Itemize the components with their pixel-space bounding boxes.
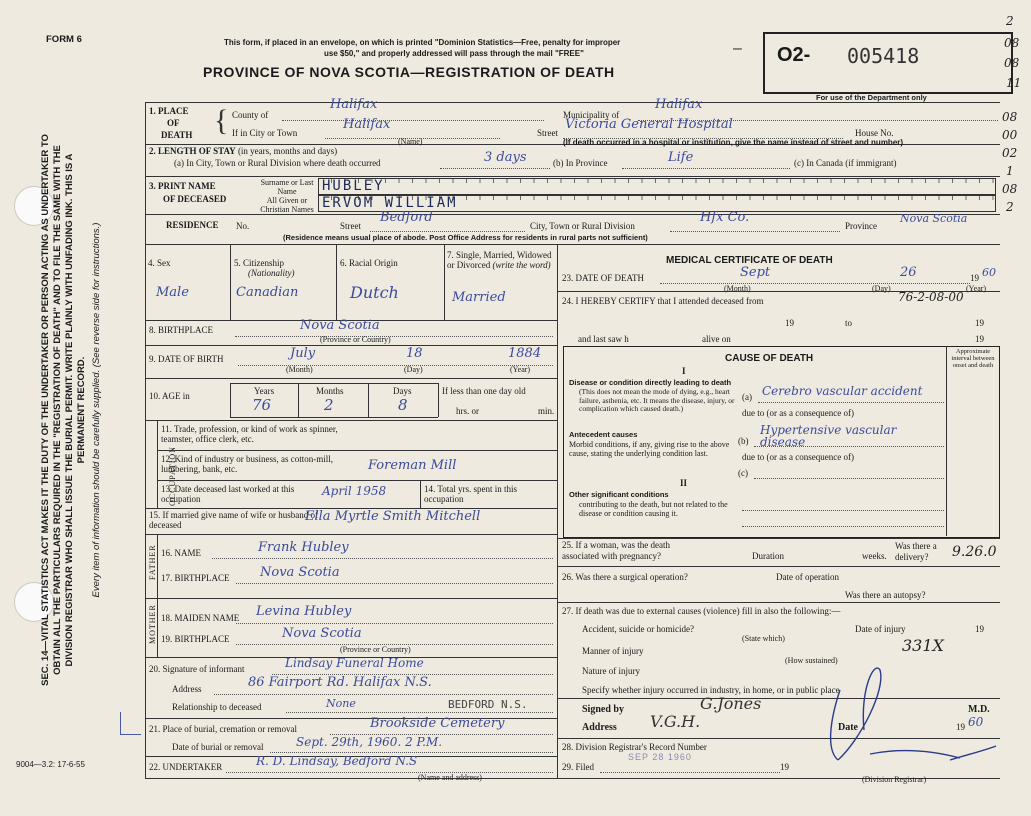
- rule: [145, 244, 1000, 245]
- direct-note: (This does not mean the mode of dying, e.g., heart failure, asthenia, etc. It means the disease, injury, or complication which caused death.): [579, 387, 735, 413]
- manner-label: Manner of injury: [582, 646, 644, 656]
- q26-label: 26. Was there a surgical operation?: [562, 572, 688, 582]
- dash-mark: –: [733, 40, 742, 57]
- rule: [230, 383, 438, 384]
- medical-heading: MEDICAL CERTIFICATE OF DEATH: [666, 255, 833, 266]
- rule: [145, 378, 557, 379]
- accident-label: Accident, suicide or homicide?: [582, 624, 694, 634]
- city-value: Halifax: [343, 117, 391, 132]
- surname-value: HUBLEY: [322, 178, 385, 194]
- sex-value: Male: [156, 285, 189, 300]
- rule: [557, 602, 1000, 603]
- q27-label: 27. If death was due to external causes (violence) fill in also the following:—: [562, 606, 841, 616]
- mother-name-label: 18. MAIDEN NAME: [161, 613, 240, 623]
- q13-label: 13. Date deceased last worked at this occupation: [161, 484, 295, 504]
- rule: [145, 534, 557, 535]
- duration-label: Duration: [752, 551, 784, 561]
- margin-code: 2: [1006, 200, 1014, 214]
- residence-province-label: Province: [845, 221, 877, 231]
- q24-code: 76-2-08-00: [898, 290, 964, 304]
- md-label: M.D.: [968, 704, 990, 715]
- field-line: [370, 231, 525, 232]
- rule: [157, 480, 557, 481]
- rule: [946, 346, 947, 536]
- rule: [145, 345, 557, 346]
- field-line: [286, 712, 553, 713]
- rule: [336, 244, 337, 320]
- father-bp-label: 17. BIRTHPLACE: [161, 573, 230, 583]
- rule: [557, 566, 1000, 567]
- residence-hint: (Residence means usual place of abode. Post Office Address for residents in rural parts not sufficient): [283, 233, 648, 242]
- field-line: [742, 526, 944, 527]
- rule: [420, 480, 421, 508]
- field-line: [226, 772, 553, 773]
- informant-rel-value: None: [326, 697, 356, 710]
- interval-hint: Approximate interval between onset and death: [951, 348, 995, 369]
- autopsy-label: Was there an autopsy?: [845, 590, 926, 600]
- name-hint: (Name): [398, 137, 423, 146]
- min-label: min.: [538, 406, 555, 416]
- how-hint: (How sustained): [785, 656, 838, 665]
- due-to-1: due to (or as a consequence of): [742, 408, 854, 418]
- residence-city-value: Hfx Co.: [700, 210, 750, 225]
- rule: [145, 102, 146, 778]
- dob-day: 18: [406, 346, 423, 361]
- death-day-hint: (Day): [872, 284, 891, 293]
- death-year: 60: [982, 266, 996, 279]
- q23-label: 23. DATE OF DEATH: [562, 273, 644, 283]
- rule: [145, 598, 557, 599]
- rule: [230, 383, 231, 417]
- citizenship-label: 5. Citizenship (Nationality): [234, 258, 295, 278]
- q24-year: 19: [785, 318, 794, 328]
- registrar-signature: [800, 650, 1000, 775]
- other-note: contributing to the death, but not related to the disease or condition causing it.: [579, 500, 728, 518]
- stay-a-value: 3 days: [484, 150, 527, 165]
- dob-month: July: [290, 346, 316, 361]
- marital-label: 7. Single, Married, Widowed or Divorced (write the word): [447, 250, 552, 270]
- mother-name-value: Levina Hubley: [256, 604, 352, 619]
- field-line: [670, 231, 840, 232]
- house-label: House No.: [855, 128, 894, 138]
- undertaker-hint: (Name and address): [418, 773, 482, 782]
- dob-year: 1884: [508, 346, 542, 361]
- q24-to: to: [845, 318, 853, 328]
- name-label: 3. PRINT NAME OF DECEASED: [149, 181, 227, 204]
- rule: [157, 534, 158, 598]
- spouse-value: Ella Myrtle Smith Mitchell: [305, 509, 481, 524]
- death-day: 26: [900, 265, 917, 280]
- q29-label: 29. Filed: [562, 762, 595, 772]
- last-saw-label: and last saw h: [578, 334, 629, 344]
- rule: [145, 214, 1000, 215]
- age-months: 2: [324, 396, 334, 414]
- mail-notice-1: This form, if placed in an envelope, on which is printed "Dominion Statistics—Free, penalty for improper: [224, 38, 621, 47]
- alive-on-label: alive on: [702, 334, 731, 344]
- sidebar-instructions: [40, 130, 145, 690]
- stay-b-value: Life: [668, 150, 694, 165]
- stay-label: 2. LENGTH OF STAY (in years, months and days): [149, 146, 338, 156]
- father-side-label: FATHER: [148, 544, 157, 580]
- part2-label: II: [680, 478, 688, 488]
- field-line: [236, 583, 553, 584]
- margin-code: 08: [1004, 36, 1020, 50]
- street-label: Street: [537, 128, 558, 138]
- field-line: [282, 120, 544, 121]
- margin-code: 11: [1006, 76, 1022, 90]
- stay-c-label: (c) In Canada (if immigrant): [794, 158, 897, 168]
- rule: [230, 417, 438, 418]
- city-label: If in City or Town: [232, 128, 298, 138]
- cause-b-marker: (b): [738, 436, 749, 446]
- specify-label: Specify whether injury occurred in industry, in home, or in public place: [582, 685, 840, 695]
- rule: [157, 598, 158, 657]
- street-value: Victoria General Hospital: [565, 117, 733, 132]
- margin-code: 08: [1004, 56, 1020, 70]
- address-label: Address: [582, 722, 617, 733]
- injury-date-label: Date of injury: [855, 624, 906, 634]
- nature-label: Nature of injury: [582, 666, 640, 676]
- death-year-hint: (Year): [966, 284, 987, 293]
- year-hint: (Year): [510, 365, 531, 374]
- signed-label: Signed by: [582, 704, 624, 715]
- rule: [157, 450, 557, 451]
- sidebar-note: Every item of information should be carefully supplied. (See reverse side for instructions.): [91, 222, 102, 598]
- cause-heading: CAUSE OF DEATH: [725, 353, 814, 364]
- injury-year: 19: [975, 624, 984, 634]
- occupation-side-label: OCCUPATION: [168, 446, 177, 506]
- residence-label: RESIDENCE: [166, 220, 219, 230]
- county-value: Halifax: [330, 97, 378, 112]
- cause-c-marker: (c): [738, 468, 748, 478]
- hrs-label: hrs. or: [456, 406, 479, 416]
- months-label: Months: [316, 386, 344, 396]
- less-day-label: If less than one day old: [442, 386, 526, 396]
- burial-place-value: Brookside Cemetery: [370, 716, 505, 731]
- field-line: [270, 752, 553, 753]
- residence-no-label: No.: [236, 221, 250, 231]
- filed-prefix: 19: [780, 762, 789, 772]
- dept-use: For use of the Department only: [816, 93, 927, 102]
- registrar-hint: (Division Registrar): [862, 775, 927, 784]
- field-line: [758, 402, 944, 403]
- rule: [444, 244, 445, 320]
- mother-bp-label: 19. BIRTHPLACE: [161, 634, 230, 644]
- rule: [230, 244, 231, 320]
- rule: [438, 383, 439, 417]
- q24-year2: 19: [975, 318, 984, 328]
- informant-addr-value: 86 Fairport Rd. Halifax N.S.: [248, 675, 432, 690]
- q12-value: Foreman Mill: [368, 458, 457, 473]
- age-years: 76: [252, 396, 272, 414]
- delivery-label: Was there a delivery?: [895, 541, 937, 562]
- citizenship-value: Canadian: [236, 285, 299, 300]
- mail-notice-2: use $50," and properly addressed will pass through the mail "FREE": [324, 49, 584, 58]
- marital-value: Married: [452, 290, 506, 305]
- birthplace-hint: (Province or Country): [320, 335, 391, 344]
- burial-place-label: 21. Place of burial, cremation or removal: [149, 724, 297, 734]
- margin-code: 00: [1002, 128, 1018, 142]
- date-year: 60: [968, 715, 984, 729]
- q24-label: 24. I HEREBY CERTIFY that I attended deceased from: [562, 296, 764, 306]
- date-prefix: 19: [956, 722, 965, 732]
- due-to-2: due to (or as a consequence of): [742, 452, 854, 462]
- age-label: 10. AGE in: [149, 391, 190, 401]
- residence-city-label: City, Town or Rural Division: [530, 221, 635, 231]
- cause-b-value: Hypertensive vascular disease: [760, 423, 897, 449]
- cause-a-value: Cerebro vascular accident: [762, 384, 923, 398]
- death-month-hint: (Month): [724, 284, 751, 293]
- q28-label: 28. Division Registrar's Record Number: [562, 742, 707, 752]
- death-year-prefix: 19: [970, 273, 979, 283]
- op-date-label: Date of operation: [776, 572, 839, 582]
- state-hint: (State which): [742, 634, 785, 643]
- address-value: V.G.H.: [650, 712, 701, 731]
- pen-mark: [120, 712, 141, 735]
- municipality-label: Municipality of: [563, 110, 620, 120]
- father-name-value: Frank Hubley: [258, 540, 349, 555]
- informant-addr-label: Address: [172, 684, 202, 694]
- other-label: Other significant conditions: [569, 490, 669, 499]
- birthplace-label: 8. BIRTHPLACE: [149, 325, 213, 335]
- field-line: [600, 772, 780, 773]
- received-stamp: SEP 28 1960: [628, 752, 692, 762]
- q14-label: 14. Total yrs. spent in this occupation: [424, 484, 517, 504]
- stay-b-label: (b) In Province: [553, 158, 608, 168]
- cause-a-marker: (a): [742, 392, 752, 402]
- surname-label: Surname or Last Name: [260, 178, 314, 196]
- date-label: Date: [838, 722, 858, 733]
- father-name-label: 16. NAME: [161, 548, 201, 558]
- direct-label: Disease or condition directly leading to death: [569, 378, 732, 387]
- given-label: All Given or Christian Names: [260, 196, 314, 214]
- rule: [145, 176, 1000, 177]
- registration-number-box: [763, 32, 1013, 94]
- informant-sig-value: Lindsay Funeral Home: [285, 656, 424, 670]
- age-days: 8: [398, 396, 408, 414]
- spouse-label: 15. If married give name of wife or husband of deceased: [149, 510, 318, 530]
- signature: G.Jones: [700, 694, 762, 713]
- informant-rel-label: Relationship to deceased: [172, 702, 262, 712]
- stay-a-label: (a) In City, Town or Rural Division where death occurred: [174, 158, 381, 168]
- alive-year: 19: [975, 334, 984, 344]
- mother-bp-value: Nova Scotia: [282, 626, 362, 641]
- undertaker-value: R. D. Lindsay, Bedford N.S: [256, 754, 418, 768]
- residence-street-label: Street: [340, 221, 361, 231]
- q27-code: 331X: [902, 636, 944, 655]
- q25-code: 9.26.0: [952, 544, 997, 560]
- dob-label: 9. DATE OF BIRTH: [149, 354, 224, 364]
- margin-code: 08: [1002, 110, 1018, 124]
- q25-label: 25. If a woman, was the death associated with pregnancy?: [562, 540, 670, 561]
- rule: [368, 383, 369, 417]
- ante-label: Antecedent causes: [569, 430, 638, 439]
- birthplace-value: Nova Scotia: [300, 318, 380, 333]
- years-label: Years: [254, 386, 275, 396]
- residence-province-value: Nova Scotia: [900, 212, 968, 225]
- racial-value: Dutch: [350, 283, 399, 302]
- q13-value: April 1958: [322, 484, 387, 498]
- burial-date-label: Date of burial or removal: [172, 742, 264, 752]
- informant-sig-label: 20. Signature of informant: [149, 664, 245, 674]
- field-line: [660, 283, 970, 284]
- rule: [145, 102, 1000, 103]
- margin-code: 08: [1002, 182, 1018, 196]
- mother-side-label: MOTHER: [148, 604, 157, 644]
- reg-number: 005418: [847, 44, 920, 68]
- racial-label: 6. Racial Origin: [340, 258, 398, 268]
- field-line: [754, 478, 944, 479]
- residence-street-value: Bedford: [380, 210, 433, 225]
- field-line: [235, 336, 553, 337]
- rule: [298, 383, 299, 417]
- field-line: [214, 694, 553, 695]
- day-hint: (Day): [404, 365, 423, 374]
- death-month: Sept: [740, 265, 771, 280]
- form-code: 9004—3.2: 17-6-55: [16, 760, 85, 769]
- place-label: 1. PLACE OF DEATH: [149, 106, 193, 140]
- county-label: County of: [232, 110, 269, 120]
- form-number: FORM 6: [46, 34, 82, 45]
- part1-label: I: [682, 366, 686, 376]
- municipality-value: Halifax: [655, 97, 703, 112]
- field-line: [440, 168, 550, 169]
- field-line: [212, 558, 553, 559]
- month-hint: (Month): [286, 365, 313, 374]
- father-bp-value: Nova Scotia: [260, 565, 340, 580]
- hospital-hint: (If death occurred in a hospital or institution, give the name instead of street and number): [563, 138, 904, 147]
- informant-rel-note: BEDFORD N.S.: [448, 698, 528, 711]
- given-value: ERVOM WILLIAM: [322, 195, 458, 211]
- ante-note: Morbid conditions, if any, giving rise to the above cause, stating the underlying condition last.: [569, 440, 730, 458]
- rule: [145, 420, 557, 421]
- q11-label: 11. Trade, profession, or kind of work as spinner, teamster, office clerk, etc.: [161, 424, 338, 444]
- burial-date-value: Sept. 29th, 1960. 2 P.M.: [296, 735, 443, 749]
- sex-label: 4. Sex: [148, 258, 171, 268]
- weeks-label: weeks.: [862, 551, 887, 561]
- q12-label: 12. Kind of industry or business, as cotton-mill, lumbering, bank, etc.: [161, 454, 333, 474]
- rule: [157, 420, 158, 508]
- brace: {: [214, 104, 229, 137]
- undertaker-label: 22. UNDERTAKER: [149, 762, 223, 772]
- days-label: Days: [393, 386, 412, 396]
- mother-bp-hint: (Province or Country): [340, 645, 411, 654]
- field-line: [236, 623, 553, 624]
- field-line: [742, 510, 944, 511]
- rule: [557, 538, 1000, 539]
- margin-code: 02: [1002, 146, 1018, 160]
- margin-code: 1: [1006, 164, 1014, 178]
- field-line: [622, 168, 790, 169]
- reg-prefix: O2-: [777, 44, 811, 66]
- margin-code: 2: [1006, 14, 1014, 28]
- sidebar-statute-text: SEC. 14—VITAL STATISTICS ACT MAKES IT THE DUTY OF THE UNDERTAKER OR PERSON ACTING AS UNDERTAKER TO OBTAIN ALL THE PARTICULARS REQUIRED IN THE "REGISTRATION OF DEATH" AND TO FILE THE SAME WITH THE DIVISION REGISTRAR WHO SHALL ISSUE THE BURIAL PERMIT. WRITE PLAINLY WITH UNFADING INK. THIS IS A PERMANENT RECORD.: [40, 134, 87, 686]
- form-title: PROVINCE OF NOVA SCOTIA—REGISTRATION OF DEATH: [203, 64, 615, 80]
